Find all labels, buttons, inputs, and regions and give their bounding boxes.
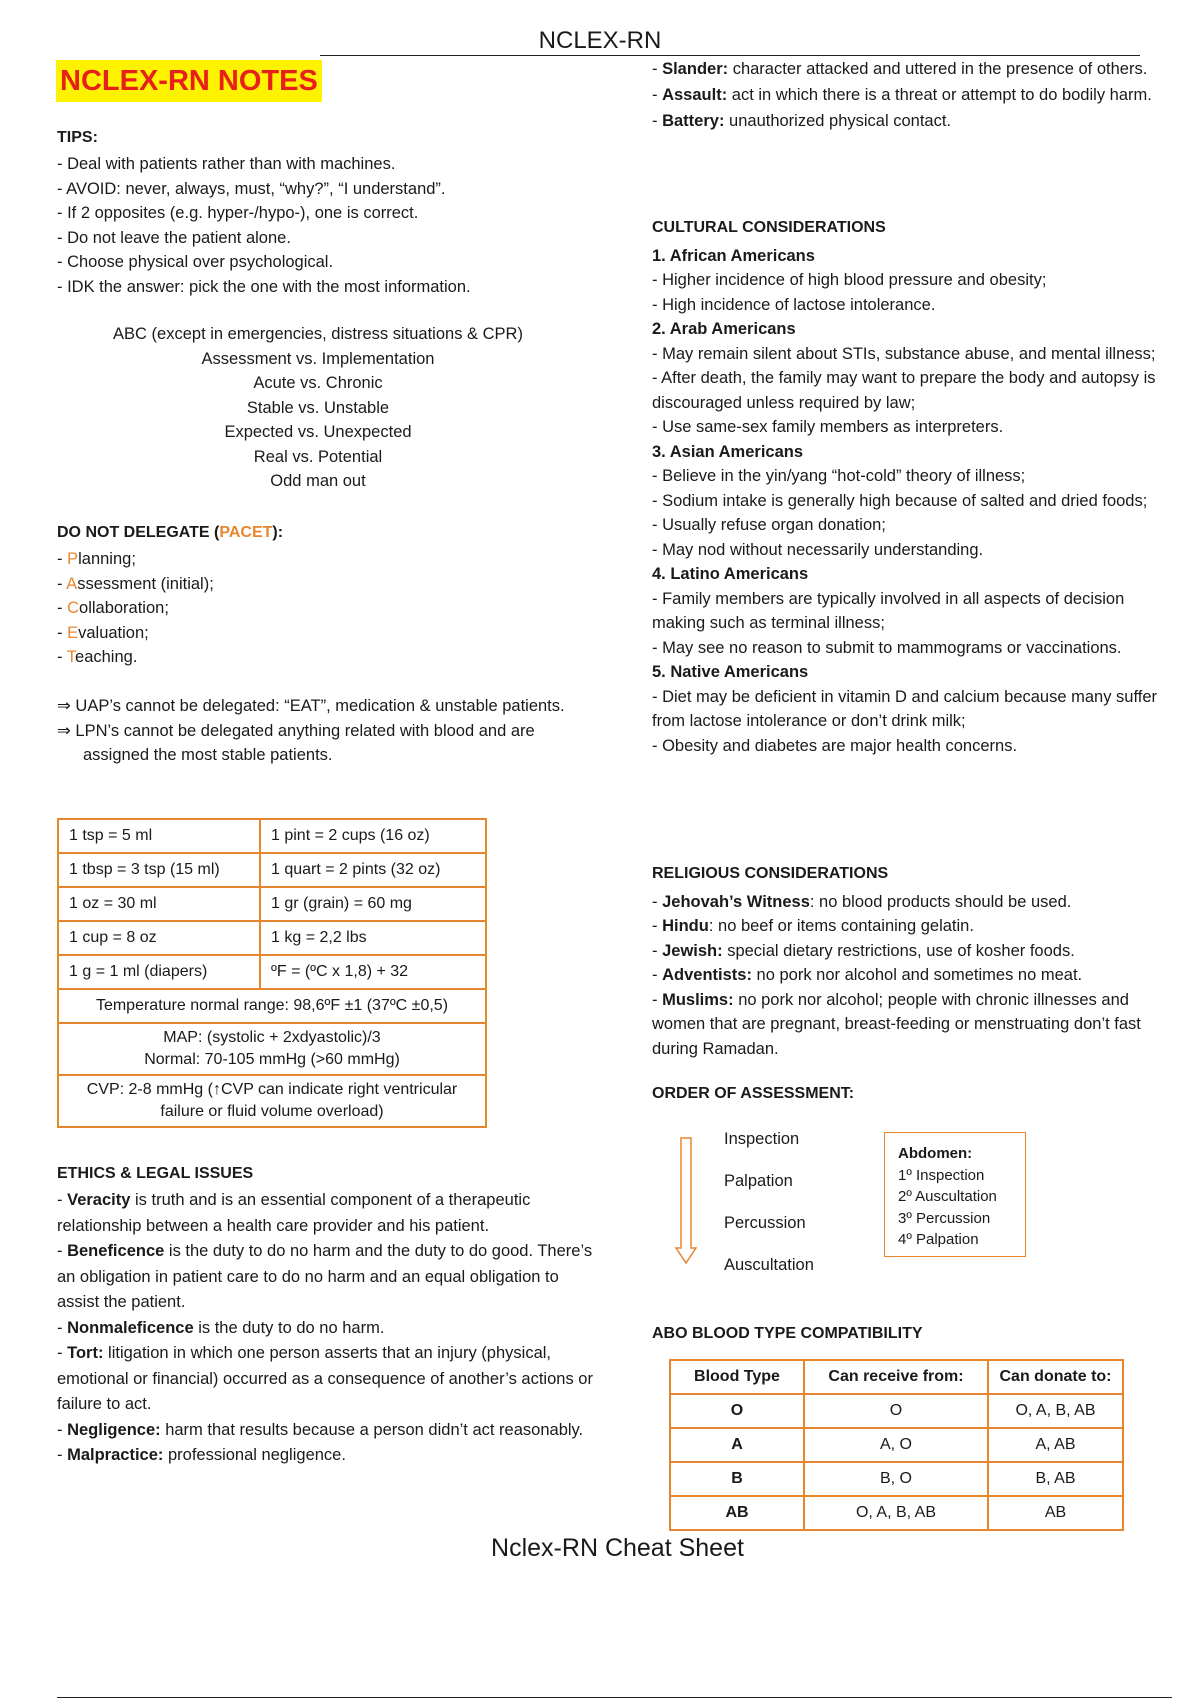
blood-type-cell: A bbox=[670, 1428, 804, 1462]
blood-type-cell: O bbox=[670, 1394, 804, 1428]
delegate-item: - Collaboration; bbox=[57, 599, 169, 617]
delegate-item: - Evaluation; bbox=[57, 623, 149, 642]
table-cell: O bbox=[804, 1394, 988, 1428]
cultural-item: - Usually refuse organ donation; bbox=[652, 516, 886, 534]
priority-item: Odd man out bbox=[270, 472, 366, 490]
table-cell: 1 oz = 30 ml bbox=[58, 887, 260, 921]
tip-item: - Deal with patients rather than with machines. bbox=[57, 155, 396, 173]
priority-item: Stable vs. Unstable bbox=[246, 398, 390, 417]
tips-section bbox=[57, 126, 597, 299]
down-arrow-icon bbox=[674, 1136, 698, 1266]
religious-item: - Adventists: no pork nor alcohol and sometimes no meat. bbox=[652, 966, 1083, 984]
table-row bbox=[58, 989, 486, 1023]
cultural-group-title: 2. Arab Americans bbox=[652, 320, 796, 338]
tip-item: - IDK the answer: pick the one with the most information. bbox=[57, 277, 471, 296]
cultural-item: - After death, the family may want to prepare the body and autopsy is discouraged unless required by law; bbox=[652, 369, 1156, 412]
blood-type-cell: AB bbox=[670, 1496, 804, 1530]
religious-item: - Jewish: special dietary restrictions, use of kosher foods. bbox=[652, 941, 1075, 960]
table-row bbox=[58, 887, 486, 921]
table-cell: A, AB bbox=[988, 1428, 1123, 1462]
assessment-step: Auscultation bbox=[724, 1256, 814, 1274]
blood-compatibility-table bbox=[669, 1359, 1124, 1531]
priority-item: ABC (except in emergencies, distress situations & CPR) bbox=[113, 325, 523, 343]
column-header: Can donate to: bbox=[988, 1360, 1123, 1394]
table-row bbox=[58, 955, 486, 989]
table-cell: A, O bbox=[804, 1428, 988, 1462]
map-formula: MAP: (systolic + 2xdyastolic)/3 Normal: 70-105 mmHg (>60 mmHg) bbox=[58, 1023, 486, 1075]
lpn-note: ⇒ LPN’s cannot be delegated anything related with blood and are assigned the most stable patients. bbox=[57, 721, 535, 764]
cultural-item: - Diet may be deficient in vitamin D and calcium because many suffer from lactose intolerance or don’t drink milk; bbox=[652, 687, 1158, 730]
religious-heading: RELIGIOUS CONSIDERATIONS bbox=[652, 865, 889, 882]
cultural-group-title: 5. Native Americans bbox=[652, 663, 809, 681]
priority-item: Acute vs. Chronic bbox=[253, 374, 383, 392]
delegate-item: - Planning; bbox=[57, 550, 136, 568]
priority-item: Expected vs. Unexpected bbox=[224, 423, 412, 441]
table-cell: 1 tsp = 5 ml bbox=[58, 819, 260, 853]
table-row bbox=[670, 1428, 1123, 1462]
ethics-section bbox=[57, 1162, 597, 1469]
table-cell: ºF = (ºC x 1,8) + 32 bbox=[260, 955, 486, 989]
table-cell: 1 cup = 8 oz bbox=[58, 921, 260, 955]
table-cell: B, O bbox=[804, 1462, 988, 1496]
table-row bbox=[58, 921, 486, 955]
cultural-item: - May remain silent about STIs, substance abuse, and mental illness; bbox=[652, 344, 1156, 363]
table-cell: AB bbox=[988, 1496, 1123, 1530]
cultural-item: - Obesity and diabetes are major health concerns. bbox=[652, 736, 1018, 755]
table-row bbox=[58, 819, 486, 853]
religious-item: - Hindu: no beef or items containing gelatin. bbox=[652, 917, 974, 935]
table-row bbox=[670, 1462, 1123, 1496]
table-header-row bbox=[670, 1360, 1123, 1394]
cvp-range: CVP: 2-8 mmHg (↑CVP can indicate right ventricular failure or fluid volume overload) bbox=[58, 1075, 486, 1127]
priorities-list bbox=[57, 322, 579, 494]
temperature-range: Temperature normal range: 98,6ºF ±1 (37ºC ±0,5) bbox=[58, 989, 486, 1023]
cultural-group-title: 4. Latino Americans bbox=[652, 565, 809, 583]
blood-heading: ABO BLOOD TYPE COMPATIBILITY bbox=[652, 1325, 923, 1342]
abdomen-step: 3º Percussion bbox=[898, 1209, 991, 1227]
table-cell: 1 g = 1 ml (diapers) bbox=[58, 955, 260, 989]
religious-section bbox=[652, 862, 1172, 1061]
cultural-item: - Family members are typically involved in all aspects of decision making such as terminal illness; bbox=[652, 589, 1125, 632]
footer-rule bbox=[57, 1697, 1172, 1698]
ethics-item: - Veracity is truth and is an essential component of a therapeutic relationship between a health care provider and his patient. bbox=[57, 1191, 531, 1235]
tip-item: - AVOID: never, always, must, “why?”, “I understand”. bbox=[57, 179, 446, 198]
column-header: Blood Type bbox=[670, 1360, 804, 1394]
cultural-section bbox=[652, 216, 1172, 758]
delegate-section bbox=[57, 521, 597, 670]
religious-item: - Muslims: no pork nor alcohol; people with chronic illnesses and women that are pregnant, breast-feeding or menstruating don’t fast during Ramadan. bbox=[652, 990, 1141, 1058]
delegate-heading: DO NOT DELEGATE (PACET): bbox=[57, 524, 284, 541]
table-row bbox=[58, 1023, 486, 1075]
ethics-item: - Malpractice: professional negligence. bbox=[57, 1446, 346, 1464]
table-cell: 1 kg = 2,2 lbs bbox=[260, 921, 486, 955]
assessment-step: Percussion bbox=[724, 1214, 806, 1232]
table-row bbox=[670, 1496, 1123, 1530]
cultural-item: - May see no reason to submit to mammograms or vaccinations. bbox=[652, 638, 1122, 657]
page-header-title: NCLEX-RN bbox=[538, 27, 662, 54]
religious-item: - Jehovah’s Witness: no blood products should be used. bbox=[652, 892, 1072, 911]
ethics-item: - Beneficence is the duty to do no harm and the duty to do good. There’s an obligation in patient care to do no harm and an equal obligation to assist the patient. bbox=[57, 1242, 593, 1311]
cultural-item: - High incidence of lactose intolerance. bbox=[652, 295, 936, 314]
cultural-group-title: 3. Asian Americans bbox=[652, 442, 804, 461]
priority-item: Real vs. Potential bbox=[253, 447, 383, 466]
tip-item: - If 2 opposites (e.g. hyper-/hypo-), one is correct. bbox=[57, 204, 419, 222]
delegation-notes bbox=[57, 694, 577, 768]
cultural-group-title: 1. African Americans bbox=[652, 246, 815, 265]
delegate-item: - Teaching. bbox=[57, 648, 138, 666]
tip-item: - Do not leave the patient alone. bbox=[57, 228, 291, 247]
table-cell: 1 pint = 2 cups (16 oz) bbox=[260, 819, 486, 853]
ethics-item: - Nonmaleficence is the duty to do no harm. bbox=[57, 1318, 385, 1337]
main-title: NCLEX-RN NOTES bbox=[56, 60, 322, 102]
ethics-item: - Negligence: harm that results because a person didn’t act reasonably. bbox=[57, 1420, 584, 1439]
cultural-item: - May nod without necessarily understanding. bbox=[652, 540, 984, 559]
abdomen-step: 2º Auscultation bbox=[898, 1188, 997, 1205]
pacet-acronym: PACET bbox=[219, 524, 273, 541]
table-cell: 1 tbsp = 3 tsp (15 ml) bbox=[58, 853, 260, 887]
abdomen-step: 1º Inspection bbox=[898, 1166, 985, 1184]
table-cell: 1 quart = 2 pints (32 oz) bbox=[260, 853, 486, 887]
table-cell: B, AB bbox=[988, 1462, 1123, 1496]
ethics-item: - Tort: litigation in which one person asserts that an injury (physical, emotional or financial) occurred as a consequence of another’s actions or failure to act. bbox=[57, 1344, 593, 1413]
assessment-heading: ORDER OF ASSESSMENT: bbox=[652, 1085, 855, 1102]
ethics-item: - Battery: unauthorized physical contact. bbox=[652, 112, 952, 130]
blood-type-cell: B bbox=[670, 1462, 804, 1496]
table-row bbox=[58, 1075, 486, 1127]
assessment-step: Palpation bbox=[724, 1172, 793, 1190]
table-row bbox=[670, 1394, 1123, 1428]
footer-title: Nclex-RN Cheat Sheet bbox=[491, 1534, 744, 1562]
abdomen-step: 4º Palpation bbox=[898, 1231, 979, 1248]
uap-note: ⇒ UAP’s cannot be delegated: “EAT”, medication & unstable patients. bbox=[57, 697, 565, 715]
cultural-item: - Believe in the yin/yang “hot-cold” theory of illness; bbox=[652, 467, 1026, 485]
conversion-table bbox=[57, 818, 487, 1128]
table-cell: O, A, B, AB bbox=[988, 1394, 1123, 1428]
cultural-heading: CULTURAL CONSIDERATIONS bbox=[652, 219, 886, 236]
ethics-item: - Slander: character attacked and uttered in the presence of others. bbox=[652, 60, 1148, 78]
cultural-item: - Higher incidence of high blood pressure and obesity; bbox=[652, 271, 1047, 289]
ethics-heading: ETHICS & LEGAL ISSUES bbox=[57, 1165, 254, 1182]
table-row bbox=[58, 853, 486, 887]
delegate-item: - Assessment (initial); bbox=[57, 574, 214, 593]
ethics-item: - Assault: act in which there is a threat or attempt to do bodily harm. bbox=[652, 86, 1152, 104]
cultural-item: - Use same-sex family members as interpreters. bbox=[652, 418, 1004, 436]
assessment-step: Inspection bbox=[724, 1130, 800, 1148]
table-cell: O, A, B, AB bbox=[804, 1496, 988, 1530]
priority-item: Assessment vs. Implementation bbox=[201, 349, 435, 368]
tips-heading: TIPS: bbox=[57, 129, 98, 146]
tip-item: - Choose physical over psychological. bbox=[57, 253, 334, 271]
cultural-item: - Sodium intake is generally high because of salted and dried foods; bbox=[652, 491, 1148, 510]
abdomen-title: Abdomen: bbox=[898, 1145, 973, 1162]
table-cell: 1 gr (grain) = 60 mg bbox=[260, 887, 486, 921]
column-header: Can receive from: bbox=[804, 1360, 988, 1394]
ethics-continued bbox=[652, 56, 1172, 134]
abdomen-order-box bbox=[884, 1132, 1026, 1257]
